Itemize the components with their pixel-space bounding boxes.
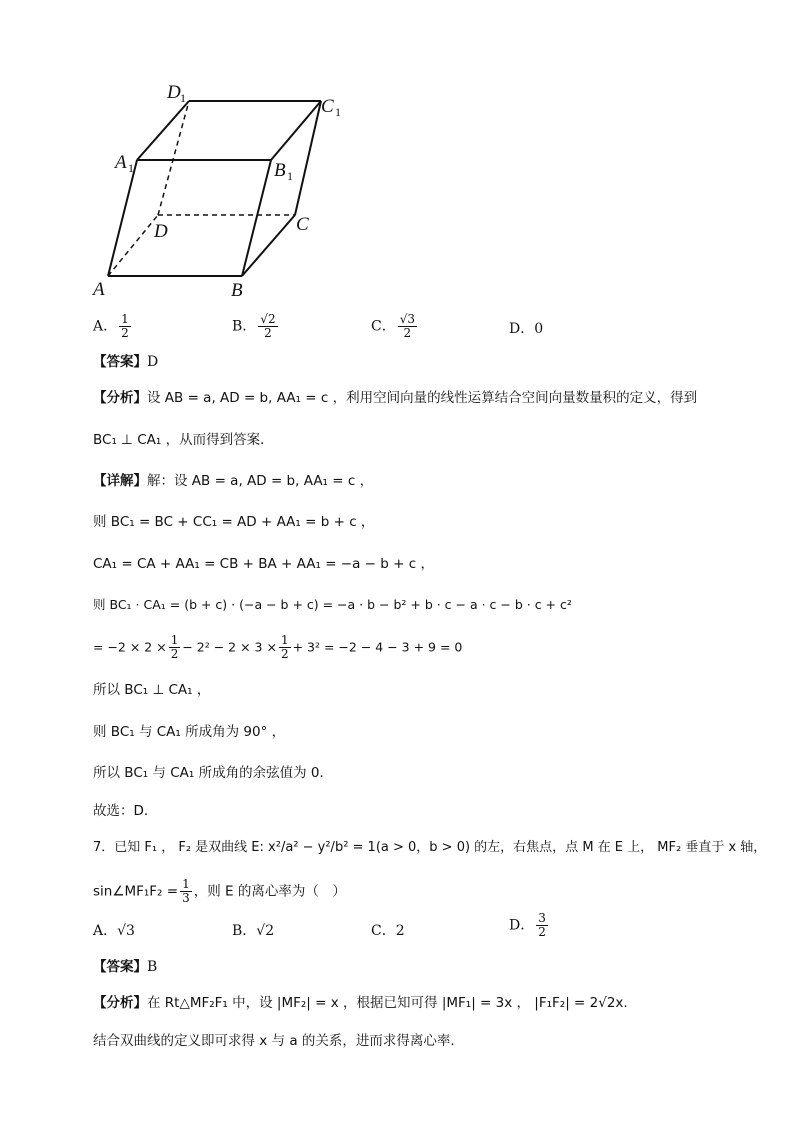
option-letter: B． (232, 923, 257, 939)
analysis-text: 在 Rt△MF₂F₁ 中，设 |MF₂| = x ，根据已知可得 |MF₁| = 3x ， |F₁F₂| = 2√2x. (147, 995, 628, 1011)
option-letter: D． (509, 321, 535, 337)
q6-option-c (371, 313, 419, 340)
q6-analysis-line2 (93, 430, 754, 450)
option-value: √2 (256, 923, 275, 939)
detail-text: 则 BC₁ = BC + CC₁ = AD + AA₁ = b + c ， (93, 514, 375, 530)
detail-tag: 【详解】 (93, 473, 147, 489)
label-A1: A (115, 152, 127, 173)
q7-option-c (371, 920, 405, 940)
fraction: $\frac{3}{2}$ (538, 911, 546, 939)
answer-value: B (147, 959, 158, 975)
q6-detail-line1 (93, 471, 754, 491)
q7-answer (93, 957, 754, 977)
question-text: sin∠MF₁F₂ = (93, 883, 179, 900)
label-B1: B (274, 160, 286, 181)
label-B: B (231, 280, 243, 300)
fraction: $\frac{√2}{2}$ (260, 312, 276, 340)
q6-detail-line3 (93, 554, 754, 574)
detail-text: 所以 BC₁ 与 CA₁ 所成角的余弦值为 0． (93, 765, 333, 781)
option-letter: D． (509, 917, 535, 934)
q6-detail-line7 (93, 722, 754, 742)
q6-detail-line8 (93, 763, 754, 783)
option-value: √3 (117, 923, 135, 939)
fraction: $\frac{1}{2}$ (280, 633, 289, 661)
edge-C-C1 (295, 101, 321, 215)
detail-text: − 2² − 2 × 3 × (182, 639, 277, 655)
q6-detail-line4 (93, 595, 754, 615)
option-letter: A． (93, 923, 118, 939)
analysis-text: 设 AB = a, AD = b, AA₁ = c ，利用空间向量的线性运算结合空间向量数量积的定义，得到 (147, 390, 698, 406)
q6-detail-line6 (93, 680, 754, 700)
q7-option-d (509, 912, 550, 939)
option-letter: C． (371, 923, 396, 939)
label-C1-sub: 1 (335, 105, 341, 119)
q6-option-d (509, 318, 543, 338)
label-B1-sub: 1 (287, 169, 293, 183)
q7-option-a (93, 920, 135, 940)
q7-question-line1 (93, 837, 767, 858)
q7-option-b (232, 920, 274, 940)
fraction: $\frac{1}{2}$ (121, 312, 129, 340)
detail-text: 则 BC₁ 与 CA₁ 所成角为 90° ， (93, 724, 286, 740)
label-A1-sub: 1 (128, 161, 134, 175)
answer-tag: 【答案】 (93, 959, 147, 975)
detail-text: 则 BC₁ · CA₁ = (b + c) · (−a − b + c) = −a · b − b² + b · c − a · c − b · c + c² (93, 597, 572, 612)
q6-detail-line5 (93, 634, 754, 661)
analysis-tag: 【分析】 (93, 995, 147, 1011)
detail-text: 故选：D． (93, 803, 158, 819)
label-C: C (296, 214, 309, 235)
edge-A1-D1 (137, 101, 189, 160)
fraction: $\frac{1}{2}$ (170, 633, 179, 661)
parallelepiped-svg (85, 78, 355, 300)
q6-analysis-line1 (93, 388, 754, 408)
option-value: 2 (395, 923, 405, 939)
label-C1: C (321, 96, 334, 117)
detail-text: 解：设 AB = a, AD = b, AA₁ = c ， (147, 473, 374, 489)
fraction: $\frac{1}{3}$ (182, 877, 190, 905)
q6-option-a (93, 313, 133, 340)
answer-value: D (147, 354, 159, 370)
option-letter: B． (232, 318, 257, 335)
q7-analysis-line1 (93, 993, 754, 1013)
analysis-text: 结合双曲线的定义即可求得 x 与 a 的关系，进而求得离心率. (93, 1033, 455, 1049)
q7-question-line2 (93, 878, 754, 905)
q6-detail-line9 (93, 801, 754, 821)
analysis-tag: 【分析】 (93, 390, 147, 406)
label-D1: D (167, 82, 181, 103)
question-text: 7．已知 F₁ ， F₂ 是双曲线 E: x²/a² − y²/b² = 1(a > 0，b > 0) 的左，右焦点，点 M 在 E 上， MF₂ 垂直于 x 轴， (93, 840, 767, 855)
analysis-text: BC₁ ⊥ CA₁ ，从而得到答案． (93, 432, 274, 448)
q6-option-b (232, 313, 280, 340)
fraction: $\frac{√3}{2}$ (399, 312, 415, 340)
option-letter: A． (93, 318, 118, 335)
label-D: D (154, 221, 168, 242)
q6-detail-line2 (93, 512, 754, 532)
detail-text: = −2 × 2 × (93, 639, 167, 655)
detail-text: + 3² = −2 − 4 − 3 + 9 = 0 (292, 639, 463, 655)
answer-tag: 【答案】 (93, 354, 147, 370)
question-text: ，则 E 的离心率为（ ） (193, 883, 346, 900)
q7-analysis-line2 (93, 1031, 754, 1051)
label-D1-sub: 1 (180, 91, 186, 105)
q6-answer (93, 352, 754, 372)
detail-text: 所以 BC₁ ⊥ CA₁ ， (93, 682, 211, 698)
parallelepiped-figure (85, 78, 355, 300)
label-A: A (93, 279, 105, 300)
option-letter: C． (371, 318, 396, 335)
option-value: 0 (534, 321, 544, 337)
detail-text: CA₁ = CA + AA₁ = CB + BA + AA₁ = −a − b + c ， (93, 556, 434, 572)
